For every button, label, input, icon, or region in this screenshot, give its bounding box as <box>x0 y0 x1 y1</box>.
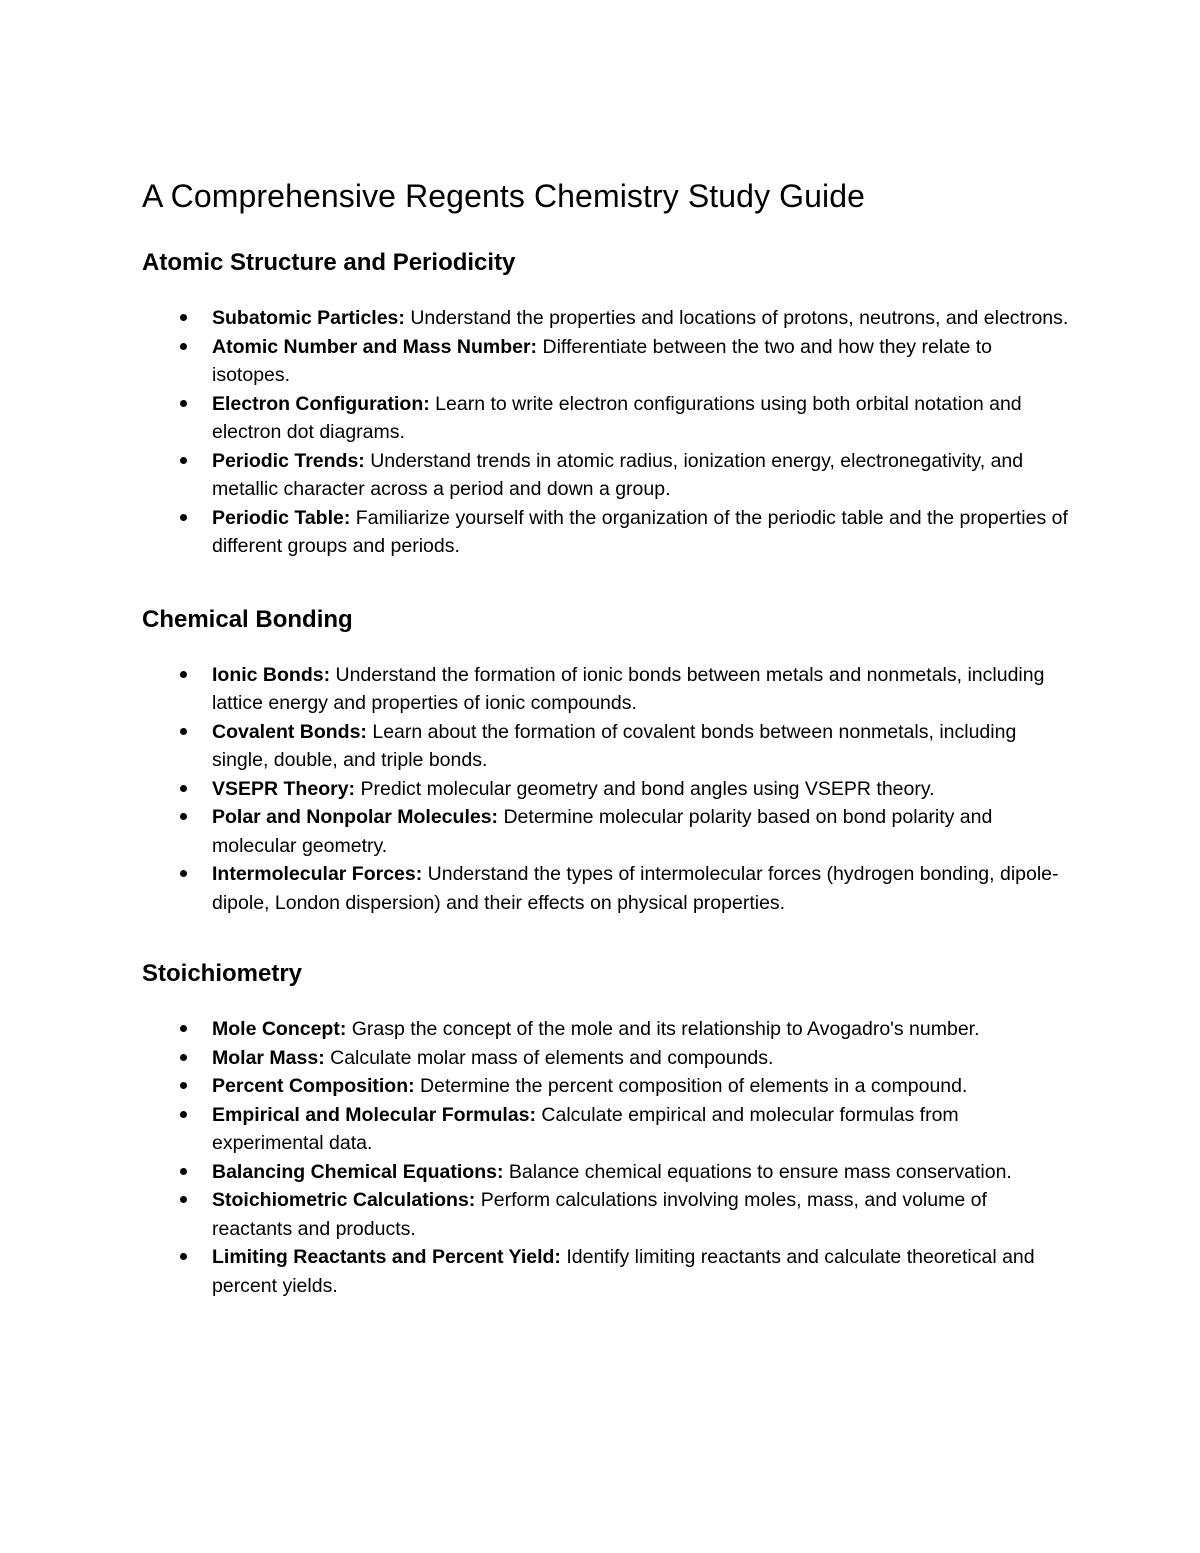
topic-term: Subatomic Particles: <box>212 307 405 329</box>
bullet-icon <box>180 785 187 792</box>
topic-text: Grasp the concept of the mole and its relationship to Avogadro's number. <box>351 1018 980 1040</box>
topic-term: VSEPR Theory: <box>212 777 356 800</box>
document-title: A Comprehensive Regents Chemistry Study Guide <box>142 178 866 214</box>
bullet-icon <box>180 1082 187 1089</box>
topic-text: Perform calculations involving moles, mass, and volume of reactants and products. <box>212 1189 987 1240</box>
topic-text: Understand trends in atomic radius, ionization energy, electronegativity, and metallic character across a period and down a group. <box>212 449 1024 500</box>
topic-term: Molar Mass: <box>212 1046 325 1069</box>
list-item <box>142 1243 1072 1300</box>
topic-text: Differentiate between the two and how they relate to isotopes. <box>212 335 992 386</box>
list-item <box>142 775 1072 804</box>
topic-text: Understand the formation of ionic bonds between metals and nonmetals, including lattice energy and properties of ionic compounds. <box>212 663 1045 714</box>
list-item <box>142 304 1072 333</box>
list-item <box>142 390 1072 447</box>
list-item <box>142 504 1072 561</box>
bullet-icon <box>180 1196 187 1203</box>
bullet-icon <box>180 400 187 407</box>
topic-text: Predict molecular geometry and bond angles using VSEPR theory. <box>360 777 935 800</box>
list-item <box>142 803 1072 860</box>
bullet-icon <box>180 1253 187 1260</box>
list-item <box>142 860 1072 917</box>
bullet-icon <box>180 1054 187 1061</box>
topic-term: Mole Concept: <box>212 1018 347 1040</box>
topic-text: Understand the types of intermolecular forces (hydrogen bonding, dipole-dipole, London dispersion) and their effects on physical properties. <box>212 863 1059 914</box>
section-heading-stoichiometry: Stoichiometry <box>142 960 303 987</box>
list-item <box>142 447 1072 504</box>
topic-text: Identify limiting reactants and calculate theoretical and percent yields. <box>212 1246 1035 1297</box>
bullet-icon <box>180 728 187 735</box>
topic-term: Balancing Chemical Equations: <box>212 1160 504 1183</box>
list-item <box>142 1015 1072 1044</box>
topic-term: Electron Configuration: <box>212 392 430 415</box>
list-item <box>142 1044 1072 1073</box>
topic-term: Intermolecular Forces: <box>212 863 423 885</box>
list-item <box>142 1158 1072 1187</box>
bullet-icon <box>180 671 187 678</box>
topic-term: Polar and Nonpolar Molecules: <box>212 806 499 828</box>
bullet-icon <box>180 343 187 350</box>
topic-list-chemical-bonding <box>142 661 1072 918</box>
topic-list-stoichiometry <box>142 1015 1072 1300</box>
list-item <box>142 661 1072 718</box>
list-item <box>142 333 1072 390</box>
topic-term: Atomic Number and Mass Number: <box>212 335 538 358</box>
bullet-icon <box>180 1168 187 1175</box>
topic-term: Periodic Table: <box>212 506 351 529</box>
topic-text: Determine the percent composition of elements in a compound. <box>420 1075 968 1097</box>
topic-term: Periodic Trends: <box>212 449 365 472</box>
topic-text: Understand the properties and locations of protons, neutrons, and electrons. <box>410 307 1069 329</box>
topic-list-atomic-structure <box>142 304 1072 561</box>
topic-term: Limiting Reactants and Percent Yield: <box>212 1246 561 1268</box>
list-item <box>142 718 1072 775</box>
list-item <box>142 1101 1072 1158</box>
list-item <box>142 1072 1072 1101</box>
topic-text: Learn to write electron configurations using both orbital notation and electron dot diagrams. <box>212 392 1022 443</box>
section-heading-chemical-bonding: Chemical Bonding <box>142 605 353 633</box>
section-heading-atomic-structure: Atomic Structure and Periodicity <box>142 249 516 276</box>
topic-term: Covalent Bonds: <box>212 720 367 743</box>
topic-term: Stoichiometric Calculations: <box>212 1189 476 1211</box>
topic-term: Empirical and Molecular Formulas: <box>212 1103 536 1126</box>
bullet-icon <box>180 1111 187 1118</box>
bullet-icon <box>180 1025 187 1032</box>
bullet-icon <box>180 314 187 321</box>
bullet-icon <box>180 870 187 877</box>
bullet-icon <box>180 813 187 820</box>
bullet-icon <box>180 514 187 521</box>
document-page <box>142 176 1072 1300</box>
topic-term: Percent Composition: <box>212 1075 415 1097</box>
list-item <box>142 1186 1072 1243</box>
topic-text: Calculate molar mass of elements and compounds. <box>330 1046 774 1069</box>
bullet-icon <box>180 457 187 464</box>
topic-text: Learn about the formation of covalent bonds between nonmetals, including single, double, and triple bonds. <box>212 720 1017 771</box>
topic-text: Calculate empirical and molecular formulas from experimental data. <box>212 1103 959 1154</box>
topic-text: Familiarize yourself with the organization of the periodic table and the properties of different groups and periods. <box>212 506 1068 557</box>
topic-text: Balance chemical equations to ensure mass conservation. <box>508 1160 1012 1183</box>
topic-text: Determine molecular polarity based on bond polarity and molecular geometry. <box>212 806 993 857</box>
topic-term: Ionic Bonds: <box>212 663 331 686</box>
